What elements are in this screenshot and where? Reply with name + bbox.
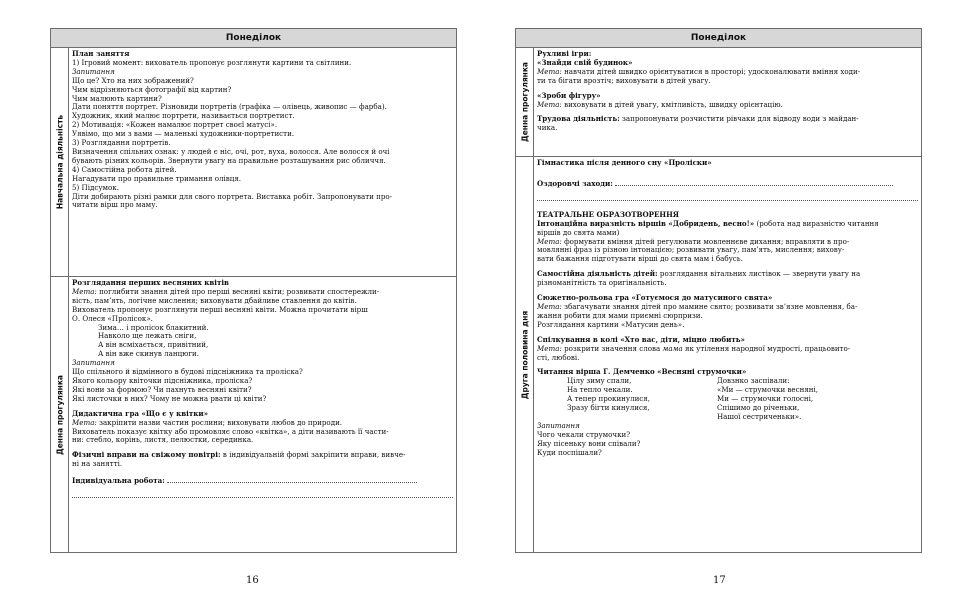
page-number-left: 16 <box>246 575 259 586</box>
roleplay-title: Сюжетно-рольова гра «Готуємося до матусиного свята» <box>537 293 773 303</box>
page-number-right: 17 <box>713 575 726 586</box>
spring-flowers-title: Розглядання перших весняних квітів <box>72 278 229 287</box>
right-page-header: Понеділок <box>516 29 921 48</box>
day-walk-section <box>51 276 456 553</box>
game-find-house-title: «Знайди свій будинок» <box>537 57 633 67</box>
learning-activity-content: План заняття 1) Ігровий момент: вихователь пропонує розглянути картини та світлини. Запитання Що це? Хто на них зображений? Чим відрізняються фотографії від картин? Чим малюють картини? Дати поняття портрет. Різновиди портретів (графіка — олівець, живопис — фарба). Художник, який малює портрети, називається портретист. 2) Мотивація: «Кожен намалює портрет своєї матусі». Уявімо, що ми з вами — маленькі художники-портретисти. 3) Розглядання портретів. Визначення спільних ознак: у людей є ніс, очі, рот, вуха, волосся. Але волосся й очі бувають різних кольорів. Звернути увагу на правильне розташування рис обличчя. 4) Самостійна робота дітей. Нагадувати про правильне тримання олівця. 5) Підсумок. Діти добирають різні рамки для свого портрета. Виставка робіт. Запропонувати про- читати вірш про маму. <box>72 50 453 210</box>
day-walk-label: Денна прогулянка <box>520 62 529 142</box>
individual-work-fill-line <box>167 475 417 483</box>
fill-line <box>72 486 453 498</box>
day-walk-section-continued <box>516 48 921 156</box>
gymnastics-title: Гімнастика після денного сну «Проліски» <box>537 158 712 167</box>
theatre-title: ТЕАТРАЛЬНЕ ОБРАЗОТВОРЕННЯ <box>537 209 680 219</box>
didactic-game-title: Дидактична гра «Що є у квітки» <box>72 408 209 418</box>
fill-line <box>537 189 918 201</box>
health-measures-label: Оздоровчі заходи: <box>537 178 613 188</box>
circle-talk-title: Спілкування в колі «Хто вас, діти, міцно любить» <box>537 334 745 344</box>
second-half-day-section <box>516 156 921 553</box>
spring-streams-poem: Цілу зиму спали, На тепло чекали. А тепер прокинулися, Зразу бігти кинулися, Довзнко заспівали: «Ми — струмочки весняні, Ми — струмочки голосні, Спішимо до річеньки, Нашої сестриченьки». <box>567 376 819 421</box>
right-page <box>515 28 922 553</box>
learning-activity-label: Навчальна діяльність <box>55 114 64 210</box>
reading-title: Читання вірша Г. Демченко «Весняні струмочки» <box>537 367 747 377</box>
second-half-day-content: Гімнастика після денного сну «Проліски» Оздоровчі заходи: ТЕАТРАЛЬНЕ ОБРАЗОТВОРЕННЯ Інтонаційна виразність віршів «Добридень, весно!» (робота над виразністю читання віршів до свята мами) Мета: формувати вміння дітей регулювати мовленнєве дихання; вправляти в про- мовлянні фраз із різною інтонацією; розвивати увагу, пам’ять, мислення; вихову- вати бажання підготувати вірші до свята мам і бабусь. Самостійна діяльність дітей: розглядання вітальних листівок — звернути увагу на різноманітність та оригінальність. Сюжетно-рольова гра «Готуємося до матусиного свята» Мета: збагачувати знання дітей про мамине свято; розвивати зв’язне мовлення, ба- жання робити для мами приємні сюрпризи. Розглядання картини «Матусин день». Спілкування в колі «Хто вас, діти, міцно любить» Мета: розкрити значення слова мама як утілення народної мудрості, працьовито- сті, любові. Читання вірша Г. Демченко «Весняні струмочки» Цілу зиму спали, На тепло чекали. А тепер прокинулися, Зразу бігти кинулися, Довзнко заспівали: «Ми — струмочки весняні, Ми — струмочки голосні, Спішимо до річеньки, Нашої сестриченьки». Запитання Чого чекали струмочки? Яку пісеньку вони співали? Куди поспішали? <box>537 159 918 457</box>
outdoor-games-content: Рухливі ігри: «Знайди свій будинок» Мета: навчати дітей швидко орієнтуватися в просторі; удосконалювати вміння ходи- ти та бігати врозтіч; виховувати в дітей увагу. «Зроби фігуру» Мета: виховувати в дітей увагу, кмітливість, швидку орієнтацію. Трудова діяльність: запропонувати розчистити рівчаки для відводу води з майдан- чика. <box>537 50 918 133</box>
second-half-day-label: Друга половина дня <box>520 310 529 400</box>
day-walk-content: Розглядання перших весняних квітів Мета: поглибити знання дітей про перші весняні квіти; розвивати спостережли- вість, пам’ять, логічне мислення; виховувати дбайливе ставлення до квітів. Вихователь пропонує розглянути перші весняні квіти. Можна прочитати вірш О. Олеся «Пролісок». Зима… і пролісок блакитний. Навколо ще лежать сніги, А він всміхається, привітний, А він вже скинув ланцюги. Запитання Що спільного й відмінного в будові підсніжника та проліска? Якого кольору квіточки підсніжника, проліска? Які вони за формою? Чи пахнуть весняні квіти? Які листочки в них? Чому не можна рвати ці квіти? Дидактична гра «Що є у квітки» Мета: закріпити назви частин рослини; виховувати любов до природи. Вихователь показує квітку або промовляє слово «квітка», а діти називають її части- ни: стебло, корінь, листя, пелюстки, серединка. Фізичні вправи на свіжому повітрі: в індивідуальній формі закріпити вправи, вивче- ні на занятті. Індивідуальна робота: <box>72 279 453 498</box>
left-page <box>50 28 457 553</box>
lesson-plan-title: План заняття <box>72 49 130 58</box>
health-fill-line <box>615 178 893 186</box>
left-page-header: Понеділок <box>51 29 456 48</box>
prolisok-poem: Зима… і пролісок блакитний. Навколо ще лежать сніги, А він всміхається, привітний, А він вже скинув ланцюги. <box>98 322 209 359</box>
individual-work-label: Індивідуальна робота: <box>72 476 165 486</box>
day-walk-label: Денна прогулянка <box>55 375 64 455</box>
learning-activity-section <box>51 48 456 276</box>
game-make-figure-title: «Зроби фігуру» <box>537 90 601 100</box>
